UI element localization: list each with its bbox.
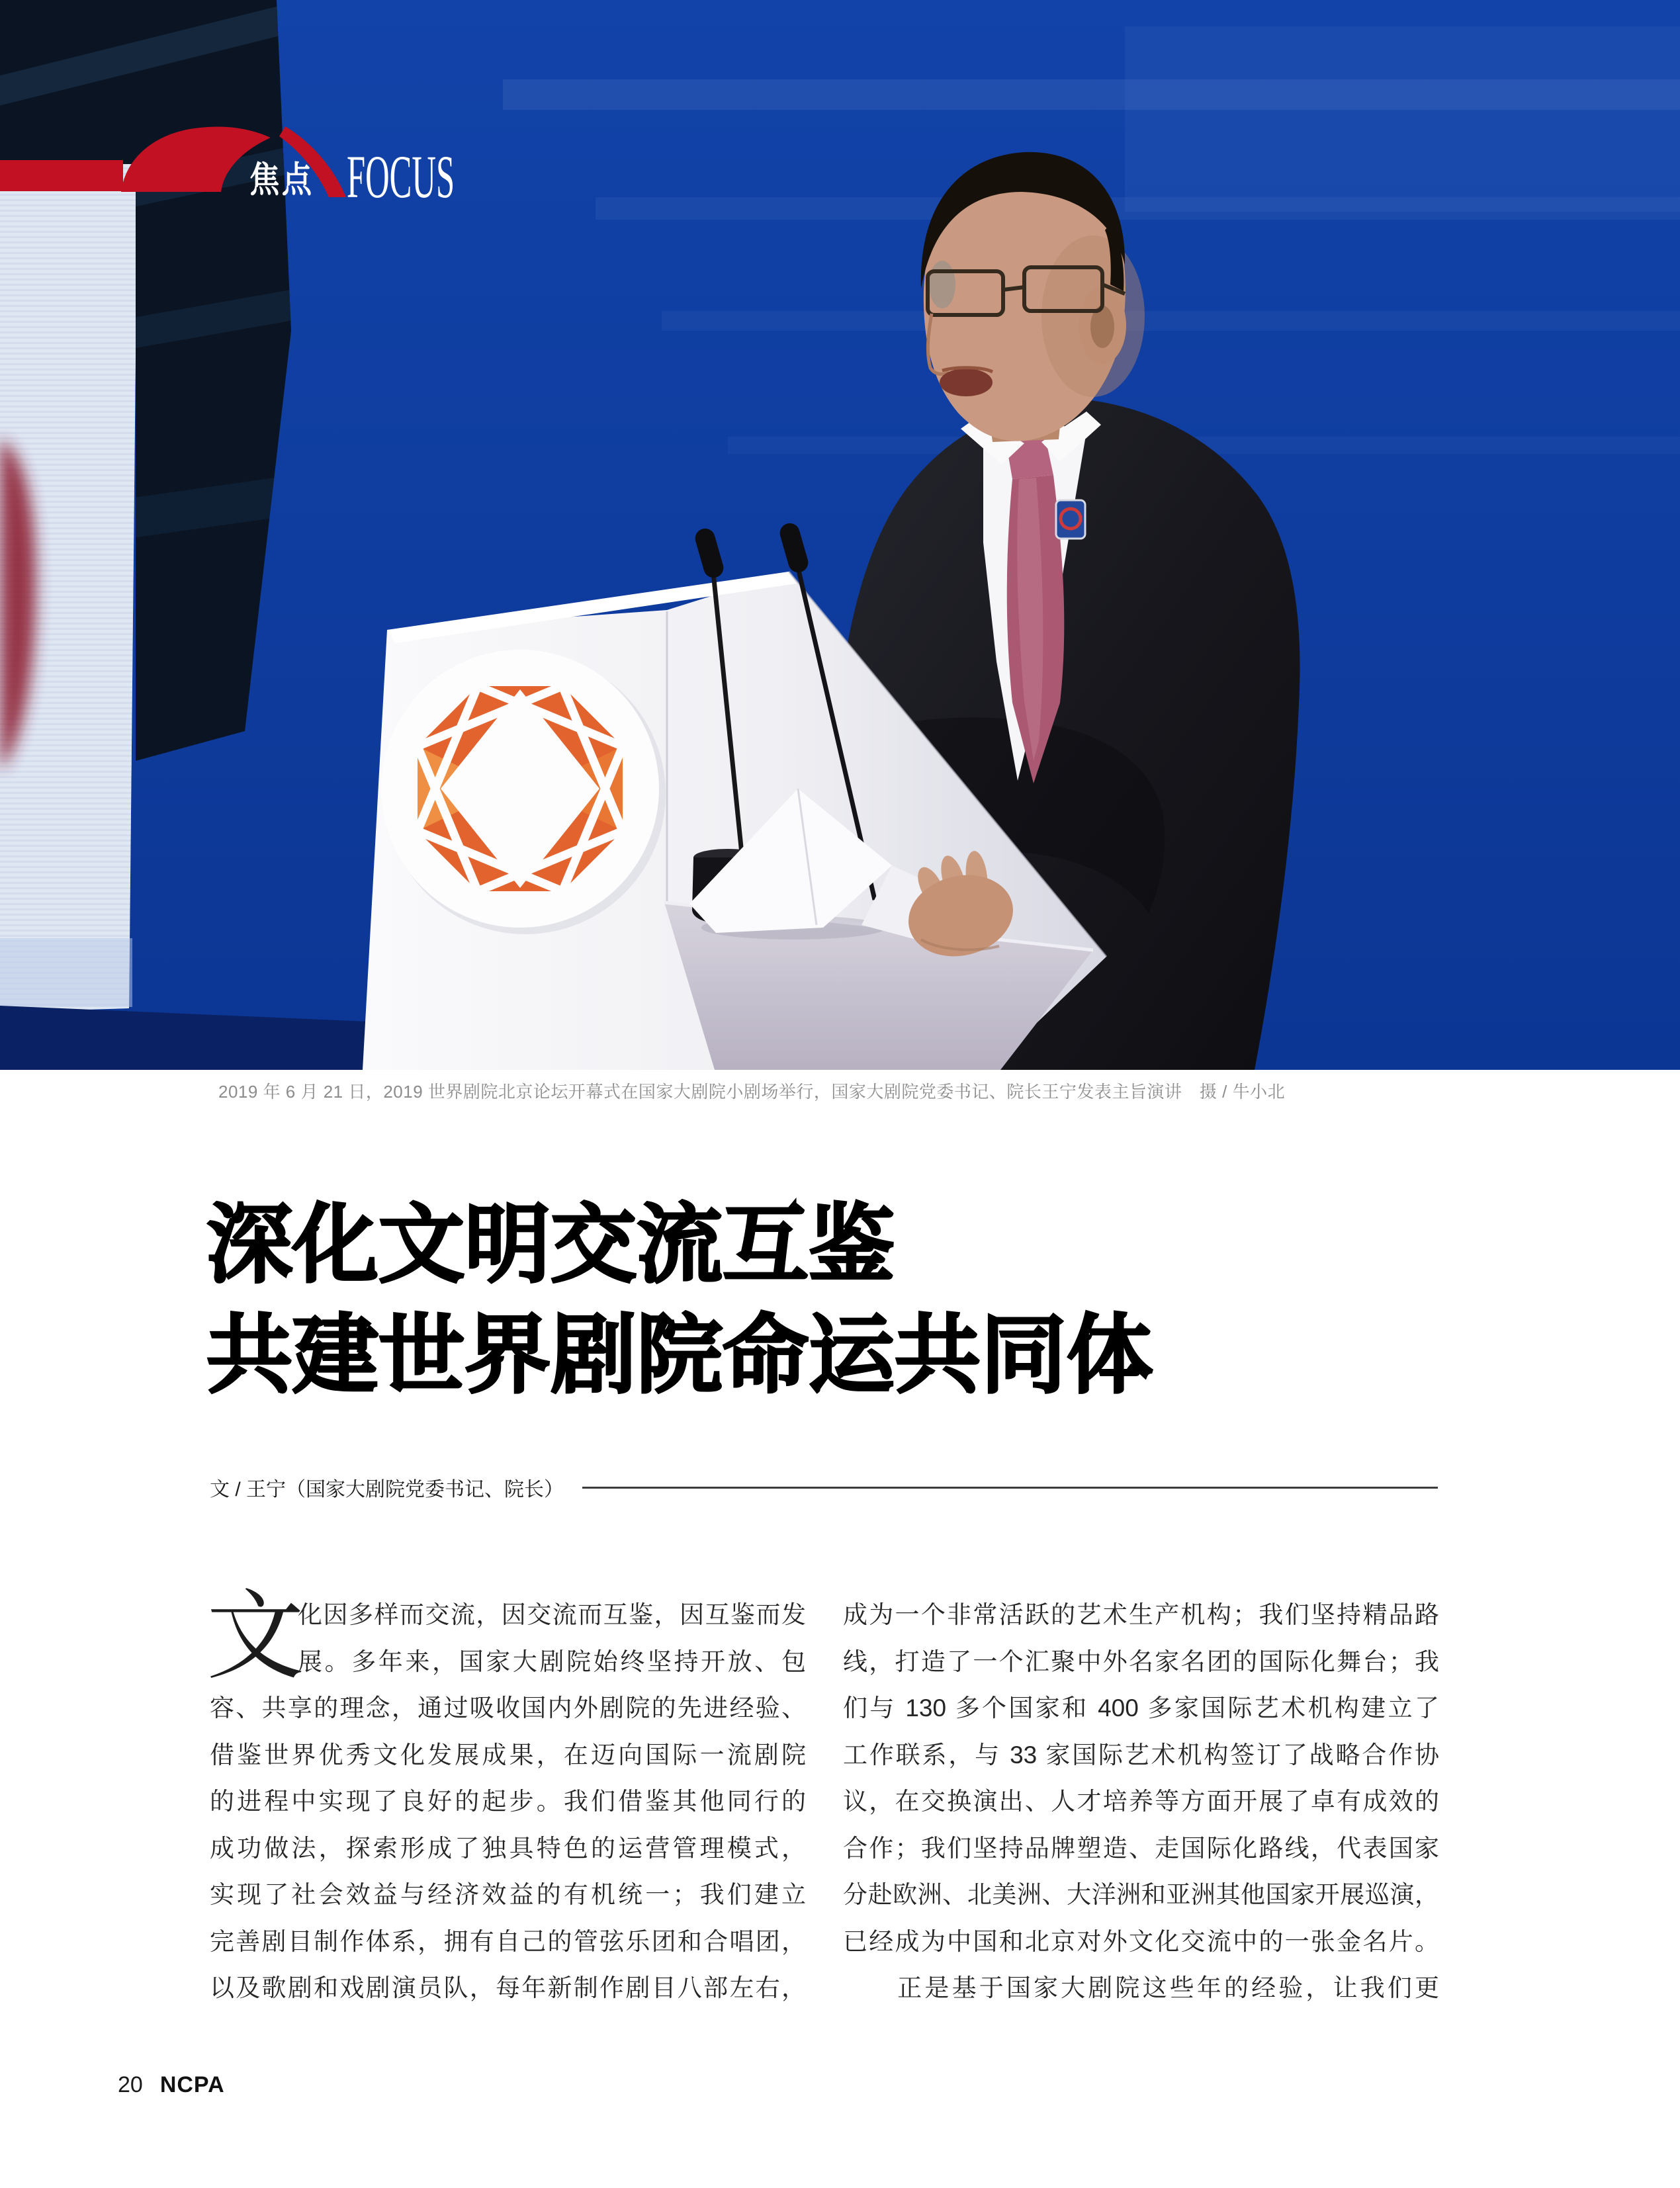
body-line: 完善剧目制作体系，拥有自己的管弦乐团和合唱团， — [210, 1927, 806, 1955]
body-line: 合作；我们坚持品牌塑造、走国际化路线，代表国家 — [843, 1834, 1439, 1862]
body-line: 化因多样而交流，因交流而互鉴，因互鉴而发 — [298, 1601, 806, 1628]
mouth — [940, 369, 993, 396]
page-number: 20 — [118, 2072, 143, 2097]
stage-photo — [0, 0, 1680, 1070]
body-line: 们与 130 多个国家和 400 多家国际艺术机构建立了 — [843, 1694, 1439, 1722]
body-line: 容、共享的理念，通过吸收国内外剧院的先进经验、 — [210, 1694, 806, 1722]
body-line: 借鉴世界优秀文化发展成果，在迈向国际一流剧院 — [210, 1741, 806, 1769]
body-line: 的进程中实现了良好的起步。我们借鉴其他同行的 — [210, 1788, 806, 1815]
magazine-brand: NCPA — [159, 2072, 225, 2097]
body-line: 分赴欧洲、北美洲、大洋洲和亚洲其他国家开展巡演， — [843, 1881, 1439, 1908]
body-line: 工作联系，与 33 家国际艺术机构签订了战略合作协 — [843, 1741, 1439, 1769]
body-line: 议，在交换演出、人才培养等方面开展了卓有成效的 — [843, 1788, 1439, 1815]
body-column-right — [843, 1592, 1439, 2012]
section-label-cn: 焦点 — [249, 160, 314, 200]
byline-text: 文 / 王宁（国家大剧院党委书记、院长） — [210, 1479, 564, 1501]
body-line: 线，打造了一个汇聚中外名家名团的国际化舞台；我 — [843, 1647, 1439, 1675]
byline — [210, 1473, 1438, 1502]
body-line: 已经成为中国和北京对外文化交流中的一张金名片。 — [843, 1927, 1439, 1955]
body-line: 实现了社会效益与经济效益的有机统一；我们建立 — [210, 1881, 806, 1908]
article-title-line1: 深化文明交流互鉴 — [206, 1196, 895, 1293]
gray-temple — [929, 261, 955, 308]
photo-caption: 2019 年 6 月 21 日，2019 世界剧院北京论坛开幕式在国家大剧院小剧场举行，国家大剧院党委书记、院长王宁发表主旨演讲 摄 / 牛小北 — [218, 1082, 1286, 1102]
body-line: 以及歌剧和戏剧演员队，每年新制作剧目八部左右， — [210, 1974, 806, 2001]
article-title-line2: 共建世界剧院命运共同体 — [206, 1307, 1153, 1403]
page-footer — [118, 2072, 225, 2098]
body-column-left — [210, 1592, 806, 2012]
body-line: 成为一个非常活跃的艺术生产机构；我们坚持精品路 — [843, 1601, 1439, 1628]
section-label-en: FOCUS — [347, 143, 455, 210]
body-line: 成功做法，探索形成了独具特色的运营管理模式， — [210, 1834, 806, 1862]
ribbon-bar — [0, 160, 123, 191]
side-screen — [0, 159, 138, 1012]
drop-cap: 文 — [206, 1582, 304, 1691]
byline-rule — [582, 1487, 1438, 1489]
article-title — [206, 1190, 1530, 1411]
body-line: 展。多年来，国家大剧院始终坚持开放、包 — [298, 1647, 806, 1675]
body-line: 正是基于国家大剧院这些年的经验，让我们更 — [843, 1974, 1439, 2001]
lapel-pin — [1056, 500, 1085, 539]
